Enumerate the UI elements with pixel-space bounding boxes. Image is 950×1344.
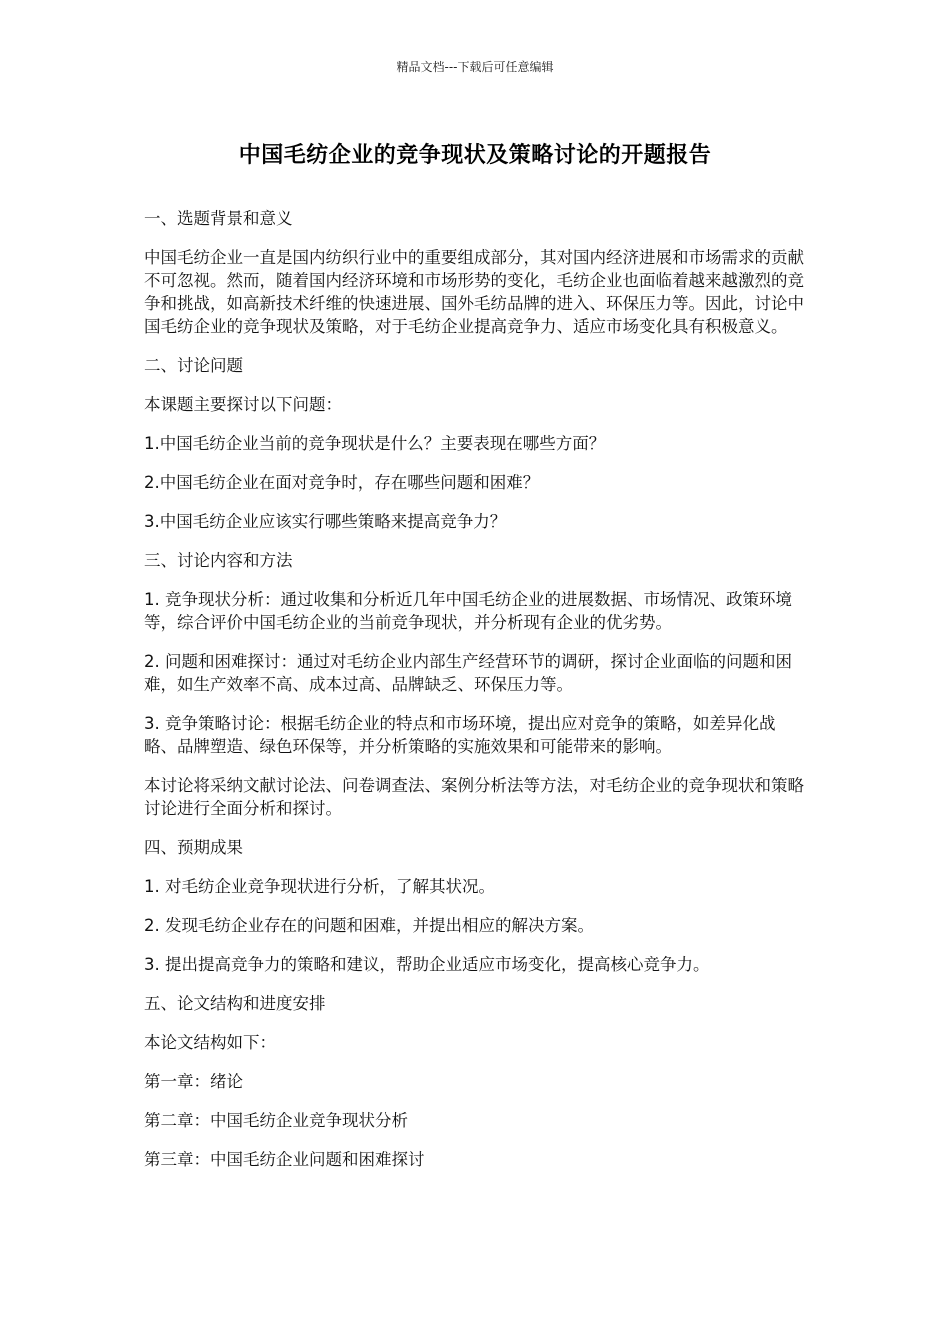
- content-item-1: 1. 竞争现状分析：通过收集和分析近几年中国毛纺企业的进展数据、市场情况、政策环境等，综合评价中国毛纺企业的当前竞争现状，并分析现有企业的优劣势。: [144, 590, 792, 632]
- section-heading-content-methods: 三、讨论内容和方法: [144, 551, 293, 570]
- question-item-3: 3.中国毛纺企业应该实行哪些策略来提高竞争力？: [144, 512, 507, 531]
- section-heading-questions: 二、讨论问题: [144, 356, 243, 375]
- paragraph-structure-intro: 本论文结构如下：: [144, 1033, 276, 1052]
- section-heading-background: 一、选题背景和意义: [144, 209, 293, 228]
- chapter-item-2: 第二章：中国毛纺企业竞争现状分析: [144, 1111, 408, 1130]
- document-body: [144, 207, 804, 1187]
- section-heading-expected-results: 四、预期成果: [144, 838, 243, 857]
- chapter-item-1: 第一章：绪论: [144, 1072, 243, 1091]
- result-item-2: 2. 发现毛纺企业存在的问题和困难，并提出相应的解决方案。: [144, 916, 594, 935]
- paragraph-background: 中国毛纺企业一直是国内纺织行业中的重要组成部分，其对国内经济进展和市场需求的贡献不可忽视。然而，随着国内经济环境和市场形势的变化，毛纺企业也面临着越来越激烈的竞争和挑战，如高新技术纤维的快速进展、国外毛纺品牌的进入、环保压力等。因此，讨论中国毛纺企业的竞争现状及策略，对于毛纺企业提高竞争力、适应市场变化具有积极意义。: [144, 248, 804, 336]
- paragraph-questions-intro: 本课题主要探讨以下问题：: [144, 395, 342, 414]
- content-item-3: 3. 竞争策略讨论：根据毛纺企业的特点和市场环境，提出应对竞争的策略，如差异化战略、品牌塑造、绿色环保等，并分析策略的实施效果和可能带来的影响。: [144, 714, 776, 756]
- header-note: 精品文档---下载后可任意编辑: [396, 60, 554, 74]
- chapter-item-3: 第三章：中国毛纺企业问题和困难探讨: [144, 1150, 425, 1169]
- page-title: 中国毛纺企业的竞争现状及策略讨论的开题报告: [238, 143, 712, 168]
- question-item-1: 1.中国毛纺企业当前的竞争现状是什么？主要表现在哪些方面？: [144, 434, 606, 453]
- result-item-3: 3. 提出提高竞争力的策略和建议，帮助企业适应市场变化，提高核心竞争力。: [144, 955, 710, 974]
- content-item-2: 2. 问题和困难探讨：通过对毛纺企业内部生产经营环节的调研，探讨企业面临的问题和困难，如生产效率不高、成本过高、品牌缺乏、环保压力等。: [144, 652, 792, 694]
- paragraph-methods: 本讨论将采纳文献讨论法、问卷调查法、案例分析法等方法，对毛纺企业的竞争现状和策略讨论进行全面分析和探讨。: [144, 776, 804, 818]
- section-heading-structure: 五、论文结构和进度安排: [144, 994, 326, 1013]
- result-item-1: 1. 对毛纺企业竞争现状进行分析，了解其状况。: [144, 877, 495, 896]
- question-item-2: 2.中国毛纺企业在面对竞争时，存在哪些问题和困难？: [144, 473, 540, 492]
